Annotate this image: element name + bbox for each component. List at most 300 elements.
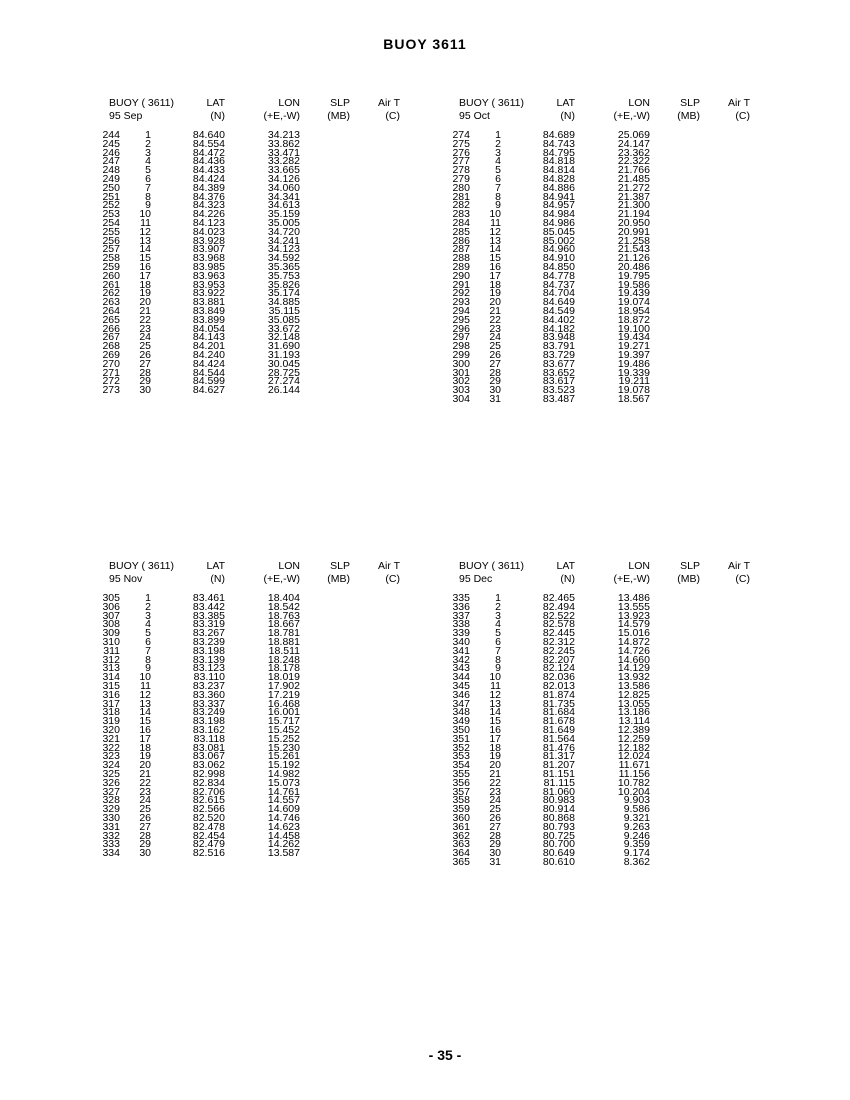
day-of-year-cell: 364 — [452, 847, 470, 860]
rows-container — [450, 594, 750, 867]
day-of-year-cell: 362 — [452, 829, 470, 842]
day-of-year-cell: 298 — [452, 340, 470, 353]
day-of-year-cell: 347 — [452, 697, 470, 710]
lat-cell: 82.578 — [542, 618, 575, 631]
day-of-year-cell: 328 — [102, 794, 120, 807]
day-of-month-cell: 16 — [139, 723, 151, 736]
lon-cell: 34.341 — [267, 190, 300, 203]
day-of-month-cell: 26 — [139, 348, 151, 361]
period-label: 95 Dec — [459, 572, 493, 585]
page-title: BUOY 3611 — [383, 36, 467, 52]
day-of-year-cell: 245 — [102, 137, 120, 150]
day-of-month-cell: 19 — [489, 287, 501, 300]
lon-cell: 13.555 — [617, 600, 650, 613]
lon-cell: 34.613 — [267, 199, 300, 212]
day-of-year-cell: 350 — [452, 723, 470, 736]
day-of-year-cell: 252 — [102, 199, 120, 212]
day-of-month-cell: 24 — [139, 794, 151, 807]
day-of-year-cell: 338 — [452, 618, 470, 631]
period-label: 95 Oct — [459, 109, 490, 122]
lat-cell: 83.652 — [542, 366, 575, 379]
day-of-month-cell: 8 — [145, 653, 151, 666]
lon-cell: 14.129 — [617, 662, 650, 675]
lat-cell: 84.472 — [192, 146, 225, 159]
lon-cell: 19.795 — [617, 269, 650, 282]
day-of-year-cell: 281 — [452, 190, 470, 203]
lon-cell: 21.126 — [617, 252, 650, 265]
lon-cell: 23.362 — [617, 146, 650, 159]
rows-container — [100, 131, 400, 395]
day-of-month-cell: 26 — [489, 811, 501, 824]
day-of-year-cell: 303 — [452, 384, 470, 397]
day-of-year-cell: 355 — [452, 767, 470, 780]
day-of-month-cell: 20 — [139, 759, 151, 772]
day-of-year-cell: 277 — [452, 155, 470, 168]
day-of-month-cell: 27 — [489, 820, 501, 833]
day-of-year-cell: 318 — [102, 706, 120, 719]
airt-unit: (C) — [385, 109, 400, 122]
lon-cell: 17.219 — [267, 688, 300, 701]
day-of-year-cell: 297 — [452, 331, 470, 344]
day-of-month-cell: 12 — [489, 688, 501, 701]
day-of-month-cell: 10 — [139, 208, 151, 221]
day-of-year-cell: 309 — [102, 627, 120, 640]
day-of-year-cell: 344 — [452, 671, 470, 684]
lon-cell: 14.726 — [617, 644, 650, 657]
lat-cell: 83.267 — [192, 627, 225, 640]
lon-unit: (+E,-W) — [613, 572, 650, 585]
day-of-year-cell: 336 — [452, 600, 470, 613]
lon-cell: 14.761 — [267, 785, 300, 798]
day-of-month-cell: 24 — [489, 794, 501, 807]
lat-cell: 83.968 — [192, 252, 225, 265]
lon-cell: 13.932 — [617, 671, 650, 684]
day-of-year-cell: 291 — [452, 278, 470, 291]
lat-cell: 82.445 — [542, 627, 575, 640]
day-of-month-cell: 13 — [139, 697, 151, 710]
day-of-year-cell: 257 — [102, 243, 120, 256]
lon-cell: 12.825 — [617, 688, 650, 701]
slp-unit: (MB) — [677, 109, 700, 122]
day-of-month-cell: 3 — [495, 146, 501, 159]
lat-cell: 84.689 — [542, 129, 575, 141]
lon-cell: 19.271 — [617, 340, 650, 353]
day-of-year-cell: 349 — [452, 715, 470, 728]
day-of-month-cell: 2 — [145, 137, 151, 150]
lon-cell: 30.045 — [267, 357, 300, 370]
lat-cell: 84.627 — [192, 384, 225, 397]
day-of-year-cell: 278 — [452, 164, 470, 177]
lon-cell: 18.872 — [617, 313, 650, 326]
day-of-month-cell: 29 — [139, 838, 151, 851]
lat-cell: 82.516 — [192, 847, 225, 860]
day-of-month-cell: 10 — [489, 671, 501, 684]
lat-cell: 84.737 — [542, 278, 575, 291]
lat-cell: 84.323 — [192, 199, 225, 212]
day-of-year-cell: 301 — [452, 366, 470, 379]
lat-cell: 82.312 — [542, 635, 575, 648]
lat-cell: 83.881 — [192, 296, 225, 309]
lat-cell: 84.433 — [192, 164, 225, 177]
day-of-month-cell: 27 — [139, 820, 151, 833]
day-of-month-cell: 1 — [145, 129, 151, 141]
lon-cell: 21.300 — [617, 199, 650, 212]
day-of-year-cell: 325 — [102, 767, 120, 780]
day-of-year-cell: 314 — [102, 671, 120, 684]
day-of-year-cell: 250 — [102, 181, 120, 194]
lat-cell: 82.245 — [542, 644, 575, 657]
lon-cell: 21.766 — [617, 164, 650, 177]
lat-header: LAT — [206, 97, 225, 109]
day-of-year-cell: 270 — [102, 357, 120, 370]
table-row — [450, 392, 750, 405]
lat-cell: 80.700 — [542, 838, 575, 851]
lat-cell: 83.849 — [192, 304, 225, 317]
lon-cell: 18.248 — [267, 653, 300, 666]
lat-cell: 82.454 — [192, 829, 225, 842]
lon-cell: 33.282 — [267, 155, 300, 168]
day-of-month-cell: 7 — [495, 181, 501, 194]
day-of-month-cell: 15 — [489, 252, 501, 265]
day-of-year-cell: 295 — [452, 313, 470, 326]
day-of-year-cell: 280 — [452, 181, 470, 194]
airt-header: Air T — [378, 560, 400, 572]
day-of-month-cell: 6 — [495, 172, 501, 185]
day-of-year-cell: 359 — [452, 803, 470, 816]
day-of-month-cell: 20 — [489, 759, 501, 772]
airt-header: Air T — [378, 97, 400, 109]
day-of-year-cell: 345 — [452, 679, 470, 692]
lat-cell: 83.249 — [192, 706, 225, 719]
lon-cell: 34.123 — [267, 243, 300, 256]
lon-cell: 15.261 — [267, 750, 300, 763]
lon-cell: 9.246 — [623, 829, 650, 842]
day-of-month-cell: 25 — [139, 340, 151, 353]
day-of-year-cell: 263 — [102, 296, 120, 309]
lat-cell: 83.360 — [192, 688, 225, 701]
day-of-month-cell: 23 — [139, 785, 151, 798]
lon-cell: 33.672 — [267, 322, 300, 335]
lon-cell: 18.881 — [267, 635, 300, 648]
day-of-year-cell: 283 — [452, 208, 470, 221]
lat-cell: 84.704 — [542, 287, 575, 300]
lon-cell: 13.587 — [267, 847, 300, 860]
day-of-year-cell: 275 — [452, 137, 470, 150]
day-of-month-cell: 20 — [139, 296, 151, 309]
day-of-month-cell: 1 — [145, 592, 151, 604]
day-of-year-cell: 286 — [452, 234, 470, 247]
day-of-year-cell: 249 — [102, 172, 120, 185]
day-of-month-cell: 30 — [139, 384, 151, 397]
table-row — [100, 386, 400, 395]
day-of-year-cell: 324 — [102, 759, 120, 772]
day-of-year-cell: 264 — [102, 304, 120, 317]
day-of-month-cell: 30 — [139, 847, 151, 860]
lat-cell: 82.207 — [542, 653, 575, 666]
lat-cell: 83.198 — [192, 715, 225, 728]
lat-cell: 83.162 — [192, 723, 225, 736]
day-of-year-cell: 329 — [102, 803, 120, 816]
lat-unit: (N) — [560, 572, 575, 585]
day-of-year-cell: 269 — [102, 348, 120, 361]
day-of-year-cell: 354 — [452, 759, 470, 772]
day-of-month-cell: 9 — [145, 199, 151, 212]
day-of-month-cell: 24 — [139, 331, 151, 344]
day-of-month-cell: 16 — [489, 260, 501, 273]
day-of-year-cell: 363 — [452, 838, 470, 851]
lon-cell: 15.452 — [267, 723, 300, 736]
lat-cell: 84.640 — [192, 129, 225, 141]
day-of-year-cell: 244 — [102, 129, 120, 141]
lat-header: LAT — [206, 560, 225, 572]
lon-cell: 34.060 — [267, 181, 300, 194]
lon-cell: 20.950 — [617, 216, 650, 229]
day-of-month-cell: 19 — [489, 750, 501, 763]
lon-header: LON — [278, 560, 300, 572]
day-of-year-cell: 253 — [102, 208, 120, 221]
lat-cell: 85.002 — [542, 234, 575, 247]
lat-cell: 84.549 — [542, 304, 575, 317]
lat-unit: (N) — [210, 109, 225, 122]
lon-cell: 13.586 — [617, 679, 650, 692]
day-of-month-cell: 29 — [489, 375, 501, 388]
day-of-year-cell: 258 — [102, 252, 120, 265]
day-of-year-cell: 251 — [102, 190, 120, 203]
day-of-month-cell: 3 — [145, 609, 151, 622]
day-of-year-cell: 287 — [452, 243, 470, 256]
lon-cell: 26.144 — [267, 384, 300, 397]
lat-cell: 83.442 — [192, 600, 225, 613]
page-number: - 35 - — [428, 1047, 462, 1063]
day-of-year-cell: 262 — [102, 287, 120, 300]
day-of-month-cell: 16 — [489, 723, 501, 736]
lat-cell: 81.564 — [542, 732, 575, 745]
day-of-year-cell: 348 — [452, 706, 470, 719]
lat-cell: 83.081 — [192, 741, 225, 754]
day-of-year-cell: 323 — [102, 750, 120, 763]
day-of-year-cell: 302 — [452, 375, 470, 388]
period-label: 95 Sep — [109, 109, 143, 122]
day-of-month-cell: 5 — [145, 627, 151, 640]
lat-cell: 81.874 — [542, 688, 575, 701]
day-of-year-cell: 285 — [452, 225, 470, 238]
lat-cell: 83.198 — [192, 644, 225, 657]
day-of-month-cell: 18 — [489, 741, 501, 754]
day-of-year-cell: 365 — [452, 855, 470, 868]
lon-cell: 34.213 — [267, 129, 300, 141]
lon-cell: 19.434 — [617, 331, 650, 344]
lon-cell: 15.717 — [267, 715, 300, 728]
day-of-year-cell: 294 — [452, 304, 470, 317]
lat-cell: 83.963 — [192, 269, 225, 282]
lon-cell: 10.782 — [617, 776, 650, 789]
day-of-month-cell: 2 — [145, 600, 151, 613]
slp-header: SLP — [330, 97, 350, 109]
day-of-year-cell: 248 — [102, 164, 120, 177]
lat-cell: 83.928 — [192, 234, 225, 247]
lon-cell: 22.322 — [617, 155, 650, 168]
lat-cell: 81.207 — [542, 759, 575, 772]
lon-cell: 9.359 — [623, 838, 650, 851]
day-of-year-cell: 346 — [452, 688, 470, 701]
lon-cell: 9.321 — [623, 811, 650, 824]
day-of-year-cell: 300 — [452, 357, 470, 370]
day-of-month-cell: 11 — [140, 679, 151, 692]
lon-cell: 14.557 — [267, 794, 300, 807]
lon-cell: 35.159 — [267, 208, 300, 221]
lon-cell: 35.753 — [267, 269, 300, 282]
lon-cell: 15.252 — [267, 732, 300, 745]
day-of-month-cell: 9 — [145, 662, 151, 675]
lat-cell: 84.599 — [192, 375, 225, 388]
day-of-month-cell: 7 — [495, 644, 501, 657]
slp-unit: (MB) — [327, 572, 350, 585]
day-of-year-cell: 282 — [452, 199, 470, 212]
day-of-month-cell: 21 — [489, 767, 501, 780]
lat-cell: 84.960 — [542, 243, 575, 256]
lat-cell: 84.814 — [542, 164, 575, 177]
lon-cell: 28.725 — [267, 366, 300, 379]
airt-unit: (C) — [735, 572, 750, 585]
lat-cell: 83.118 — [193, 732, 225, 745]
lon-cell: 18.781 — [267, 627, 300, 640]
lat-cell: 84.123 — [192, 216, 225, 229]
day-of-month-cell: 17 — [489, 732, 501, 745]
lat-cell: 83.899 — [192, 313, 225, 326]
lat-cell: 84.828 — [542, 172, 575, 185]
day-of-year-cell: 312 — [102, 653, 120, 666]
lat-cell: 83.139 — [192, 653, 225, 666]
lon-cell: 9.174 — [623, 847, 650, 860]
day-of-month-cell: 15 — [139, 252, 151, 265]
lat-cell: 82.522 — [542, 609, 575, 622]
day-of-year-cell: 343 — [452, 662, 470, 675]
lat-cell: 83.123 — [192, 662, 225, 675]
day-of-month-cell: 22 — [489, 313, 501, 326]
day-of-year-cell: 356 — [452, 776, 470, 789]
lon-cell: 19.439 — [617, 287, 650, 300]
day-of-month-cell: 13 — [139, 234, 151, 247]
lat-cell: 83.953 — [192, 278, 225, 291]
lat-cell: 83.791 — [542, 340, 575, 353]
lon-cell: 21.543 — [617, 243, 650, 256]
lon-cell: 9.586 — [623, 803, 650, 816]
lon-cell: 19.078 — [617, 384, 650, 397]
day-of-month-cell: 22 — [139, 313, 151, 326]
lat-cell: 84.436 — [192, 155, 225, 168]
day-of-year-cell: 330 — [102, 811, 120, 824]
day-of-month-cell: 3 — [495, 609, 501, 622]
day-of-year-cell: 292 — [452, 287, 470, 300]
day-of-month-cell: 14 — [139, 243, 151, 256]
lon-cell: 17.902 — [267, 679, 300, 692]
day-of-month-cell: 6 — [145, 172, 151, 185]
lat-cell: 84.054 — [192, 322, 225, 335]
lat-cell: 80.610 — [542, 855, 575, 868]
day-of-year-cell: 268 — [102, 340, 120, 353]
lat-cell: 81.684 — [542, 706, 575, 719]
day-of-month-cell: 12 — [139, 225, 151, 238]
lat-cell: 80.914 — [542, 803, 575, 816]
day-of-year-cell: 267 — [102, 331, 120, 344]
data-block-oct — [450, 97, 810, 497]
day-of-year-cell: 304 — [452, 392, 470, 405]
lon-cell: 34.885 — [267, 296, 300, 309]
lat-cell: 84.424 — [192, 172, 225, 185]
lon-cell: 15.230 — [267, 741, 300, 754]
day-of-month-cell: 21 — [139, 304, 151, 317]
day-of-year-cell: 327 — [102, 785, 120, 798]
lon-cell: 18.567 — [617, 392, 650, 405]
day-of-year-cell: 284 — [452, 216, 470, 229]
day-of-year-cell: 321 — [102, 732, 120, 745]
lon-cell: 8.362 — [623, 855, 650, 868]
day-of-month-cell: 27 — [489, 357, 501, 370]
day-of-month-cell: 18 — [139, 741, 151, 754]
lon-cell: 11.156 — [618, 767, 650, 780]
lon-cell: 14.872 — [617, 635, 650, 648]
lat-cell: 83.907 — [192, 243, 225, 256]
day-of-month-cell: 30 — [489, 847, 501, 860]
day-of-month-cell: 14 — [489, 243, 501, 256]
day-of-month-cell: 22 — [139, 776, 151, 789]
day-of-year-cell: 260 — [102, 269, 120, 282]
buoy-header: BUOY ( 3611) — [459, 560, 524, 572]
day-of-month-cell: 28 — [489, 829, 501, 842]
table-row — [100, 849, 400, 858]
lat-cell: 82.478 — [192, 820, 225, 833]
day-of-month-cell: 6 — [495, 635, 501, 648]
lon-cell: 13.486 — [617, 592, 650, 604]
day-of-year-cell: 340 — [452, 635, 470, 648]
lat-cell: 84.143 — [192, 331, 225, 344]
day-of-month-cell: 18 — [139, 278, 151, 291]
lat-cell: 82.013 — [542, 679, 575, 692]
lon-cell: 14.579 — [617, 618, 650, 631]
lat-cell: 83.729 — [542, 348, 575, 361]
lon-cell: 34.592 — [267, 252, 300, 265]
lat-cell: 81.115 — [543, 776, 575, 789]
day-of-year-cell: 266 — [102, 322, 120, 335]
day-of-month-cell: 19 — [139, 287, 151, 300]
lon-cell: 19.211 — [618, 375, 650, 388]
day-of-month-cell: 4 — [145, 155, 151, 168]
day-of-month-cell: 25 — [489, 340, 501, 353]
day-of-month-cell: 21 — [489, 304, 501, 317]
lon-header: LON — [628, 97, 650, 109]
lon-cell: 12.389 — [617, 723, 650, 736]
lat-cell: 83.985 — [192, 260, 225, 273]
day-of-month-cell: 10 — [489, 208, 501, 221]
lon-cell: 34.720 — [267, 225, 300, 238]
day-of-year-cell: 316 — [102, 688, 120, 701]
lat-cell: 82.520 — [192, 811, 225, 824]
lon-cell: 14.458 — [267, 829, 300, 842]
lon-cell: 16.001 — [267, 706, 300, 719]
lat-cell: 84.850 — [542, 260, 575, 273]
day-of-year-cell: 256 — [102, 234, 120, 247]
day-of-year-cell: 273 — [102, 384, 120, 397]
lon-cell: 18.542 — [267, 600, 300, 613]
slp-header: SLP — [680, 97, 700, 109]
lat-cell: 84.240 — [192, 348, 225, 361]
day-of-year-cell: 306 — [102, 600, 120, 613]
slp-header: SLP — [680, 560, 700, 572]
lon-cell: 14.982 — [267, 767, 300, 780]
lon-cell: 18.954 — [617, 304, 650, 317]
lon-cell: 15.192 — [267, 759, 300, 772]
day-of-month-cell: 24 — [489, 331, 501, 344]
